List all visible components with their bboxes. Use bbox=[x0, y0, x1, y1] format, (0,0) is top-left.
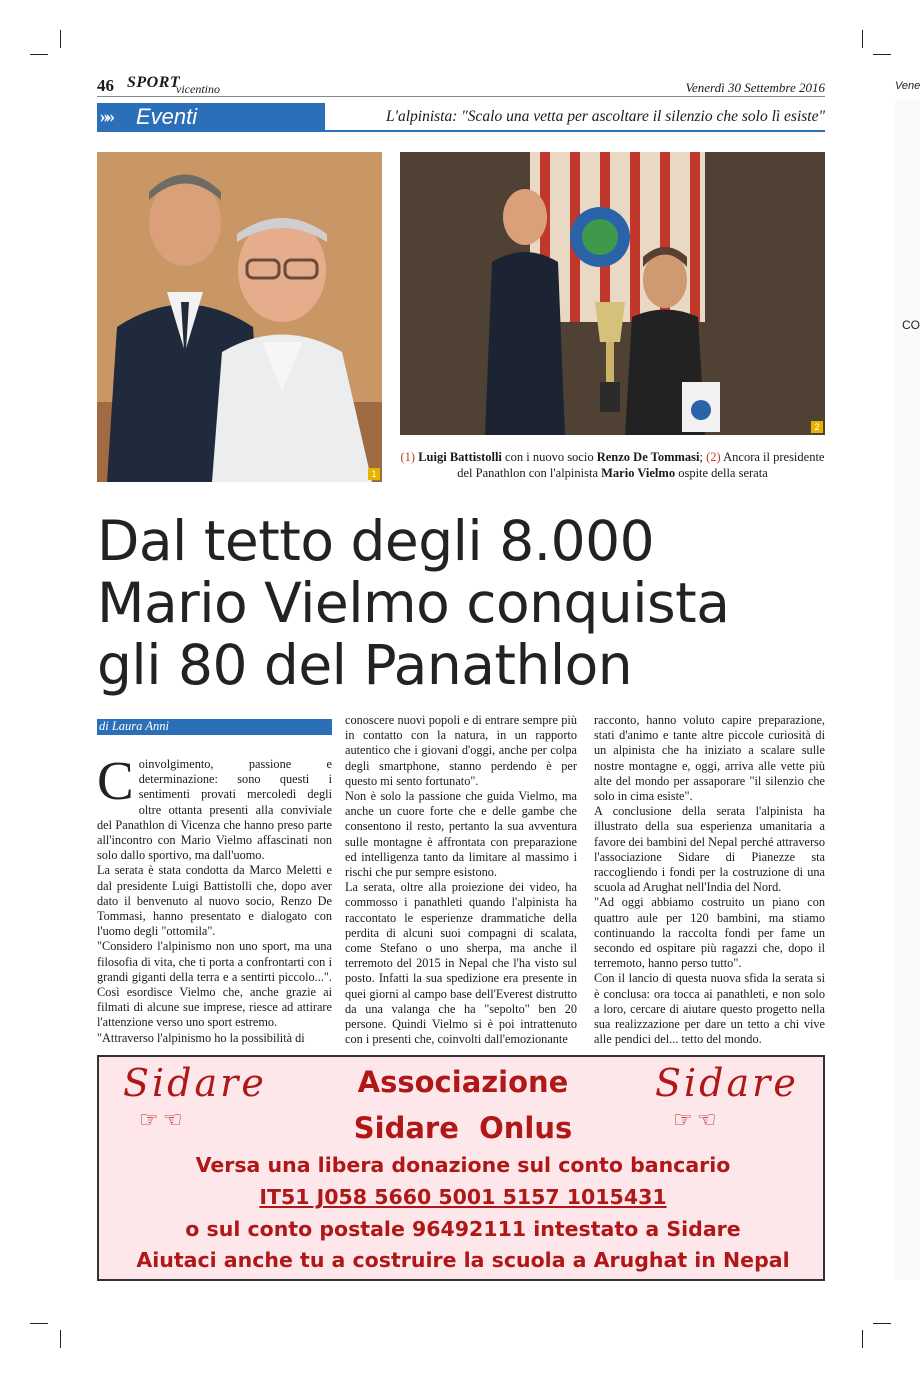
caption-text: con i nuovo socio bbox=[501, 450, 597, 464]
next-page-date-fragment: Vene bbox=[895, 80, 920, 92]
article-paragraph bbox=[97, 750, 332, 863]
issue-date: Venerdì 30 Settembre 2016 bbox=[685, 80, 825, 95]
crop-mark bbox=[60, 1330, 61, 1348]
photo-battistolli-vielmo bbox=[400, 152, 825, 435]
caption-name-3: Mario Vielmo bbox=[601, 466, 676, 480]
headline-line: gli 80 del Panathlon bbox=[97, 633, 633, 697]
article-column-3 bbox=[594, 713, 825, 1047]
article-column-1 bbox=[97, 750, 332, 1046]
article-paragraph: racconto, hanno voluto capire preparazione, stati d'animo e tante altre piccole curiosità di un alpinista che ha iniziato a scalare sulle nostre montagne e, oggi, arriva alle vette più alte del mondo per assaporare "il silenzio che solo in cima esiste". bbox=[594, 713, 825, 804]
section-rule bbox=[97, 130, 825, 132]
headline-line: Dal tetto degli 8.000 bbox=[97, 509, 655, 573]
double-chevron-icon: »» bbox=[100, 106, 112, 126]
article-paragraph: Con il lancio di questa nuova sfida la serata si è conclusa: ora tocca ai panathleti, e non solo a loro, cercare di aiutare questo progetto nella sua realizzazione per dare un tetto a chi vive alle pendici del... tetto del mondo. bbox=[594, 971, 825, 1047]
crop-mark bbox=[60, 30, 61, 48]
photo-illustration bbox=[97, 152, 382, 482]
photo-battistolli-de-tommasi bbox=[97, 152, 382, 482]
publication-brand: SPORT bbox=[127, 74, 181, 91]
photo-number-badge: 1 bbox=[368, 468, 380, 480]
caption-text: Ancora il presidente del Panathlon con l'alpinista bbox=[457, 450, 825, 480]
article-paragraph: A conclusione della serata l'alpinista ha illustrato della sua esperienza umanitaria a favore dei bambini del Nepal perché attraverso l'associazione Sidare di Pianezze sta raccogliendo i fondi per la costruzione di una scuola ad Arughat nell'India del Nord. bbox=[594, 804, 825, 895]
section-name: Eventi bbox=[136, 104, 198, 129]
article-paragraph: "Attraverso l'alpinismo ho la possibilità di bbox=[97, 1030, 305, 1045]
article-column-2 bbox=[345, 713, 577, 1047]
sidare-logo-right: Sidare bbox=[655, 1061, 799, 1105]
next-page-text-fragment: CO bbox=[902, 318, 920, 332]
byline: di Laura Anni bbox=[99, 719, 169, 733]
article-paragraph: "Considero l'alpinismo non uno sport, ma una filosofia di vita, che ti porta a confrontarti con i grandi giganti della terra e a sentirti piccolo...". Così esordisce Vielmo che, anche grazie ai filmati di alcune sue imprese, riesce ad attirare l'attenzione verso uno sport estremo. bbox=[97, 939, 332, 1030]
paragraph-text: oinvolgimento, passione e determinazione: sono questi i sentimenti provati mercoledì degli oltre ottanta presenti alla conviviale del Panathlon di Vicenza che hanno preso parte all'incontro con Mario Vielmo affascinati non solo dallo sportivo, ma dall'uomo. bbox=[97, 757, 332, 863]
crop-mark bbox=[873, 54, 891, 55]
article-paragraph: Non è solo la passione che guida Vielmo, ma anche un cuore forte che e delle gambe che consentono il resto, pertanto la sua avventura sulle montagne è affrontata con preparazione ed intelligenza tanto da limitare al massimo i rischi che pur sempre esistono. bbox=[345, 789, 577, 880]
ad-title-2: Sidare Onlus bbox=[353, 1111, 573, 1145]
sidare-advertisement bbox=[97, 1055, 825, 1281]
page-number: 46 bbox=[97, 76, 114, 95]
crop-mark bbox=[30, 1323, 48, 1324]
photo-caption bbox=[400, 449, 825, 481]
photo-illustration bbox=[400, 152, 825, 435]
drop-cap: C bbox=[97, 750, 134, 811]
crop-mark bbox=[862, 30, 863, 48]
crop-mark bbox=[873, 1323, 891, 1324]
sidare-logo-left: Sidare bbox=[123, 1061, 267, 1105]
section-banner bbox=[97, 103, 325, 130]
ad-donation-line: Versa una libera donazione sul conto bancario bbox=[195, 1153, 731, 1177]
photo-number-badge: 2 bbox=[811, 421, 823, 433]
ad-iban: IT51 J058 5660 5001 5157 1015431 bbox=[259, 1185, 667, 1209]
header-rule bbox=[97, 96, 825, 97]
headline bbox=[97, 510, 837, 696]
article-paragraph: La serata è stata condotta da Marco Meletti e dal presidente Luigi Battistolli che, dopo aver dato il benvenuto al nuovo socio, Renzo De Tommasi, hanno presentato e dialogato con l'uomo degli "ottomila". bbox=[97, 863, 332, 939]
caption-name-1: Luigi Battistolli bbox=[418, 450, 502, 464]
ad-appeal-line: Aiutaci anche tu a costruire la scuola a Arughat in Nepal bbox=[136, 1248, 790, 1272]
article-paragraph: "Ad oggi abbiamo costruito un piano con quattro aule per 120 bambini, ma stiamo continuando la raccolta fondi per fame un secondo ed ospitare più ragazzi che, dopo il terremoto, hanno perso tutto". bbox=[594, 895, 825, 971]
publication-subtitle: vicentino bbox=[176, 82, 220, 96]
next-page-edge bbox=[895, 100, 920, 1280]
caption-ref-2: (2) bbox=[706, 450, 721, 464]
kicker-quote: L'alpinista: "Scalo una vetta per ascoltare il silenzio che solo lì esiste" bbox=[386, 108, 825, 125]
hands-logo-icon: ☞☜ bbox=[139, 1107, 187, 1132]
crop-mark bbox=[30, 54, 48, 55]
hands-logo-icon: ☞☜ bbox=[673, 1107, 721, 1132]
ad-postal-line: o sul conto postale 96492111 intestato a Sidare bbox=[185, 1217, 741, 1241]
crop-mark bbox=[862, 1330, 863, 1348]
caption-ref-1: (1) bbox=[400, 450, 416, 464]
caption-name-2: Renzo De Tommasi bbox=[596, 450, 700, 464]
caption-text: ospite della serata bbox=[675, 466, 768, 480]
article-paragraph: La serata, oltre alla proiezione dei video, ha commosso i panathleti quando l'alpinista ha raccontato le esperienze drammatiche della perdita di alcuni suoi compagni di scalata, come Stefano o uno sherpa, ma anche il terremoto del 2015 in Nepal che l'ha visto sul posto. Infatti la sua spedizione era presente in quei giorni al campo base dell'Everest distrutto da una valanga che ha "sepolto" ben 20 persone. Quindi Vielmo si è poi intrattenuto con i presenti che, coinvolti dall'emozionante bbox=[345, 880, 577, 1047]
article-paragraph: conoscere nuovi popoli e di entrare sempre più in contatto con la natura, in un rapporto autentico che i giovani d'oggi, anche per colpa degli smartphone, stanno perdendo è per questo mi sento fortunato". bbox=[345, 713, 577, 788]
caption-separator: ; bbox=[699, 450, 707, 464]
headline-line: Mario Vielmo conquista bbox=[97, 571, 730, 635]
ad-title-1: Associazione bbox=[357, 1065, 569, 1099]
